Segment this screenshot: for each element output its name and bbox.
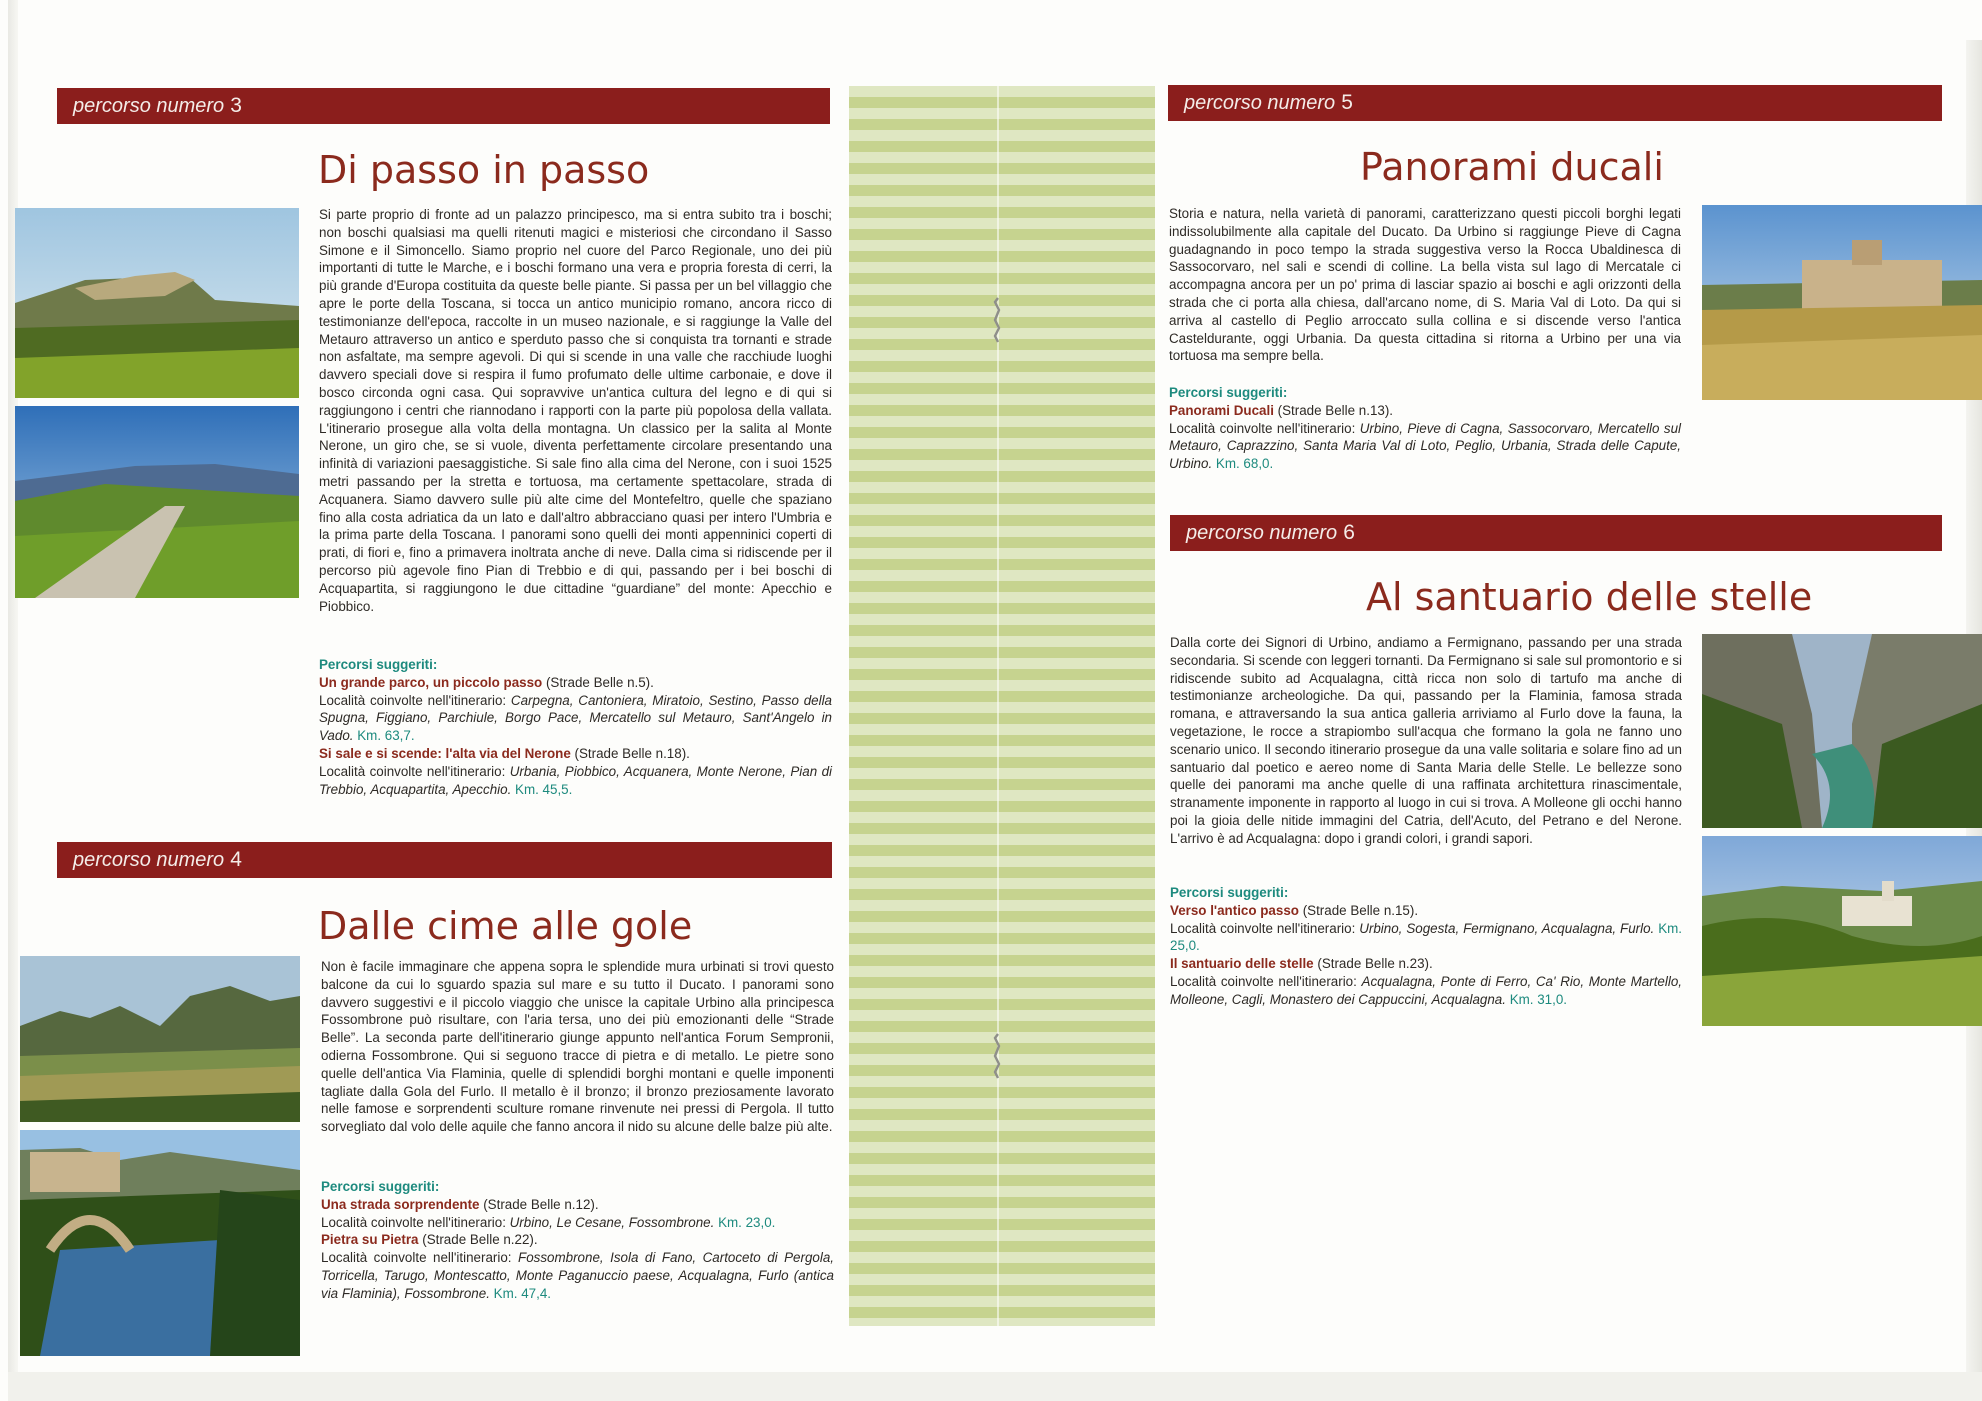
route-km: Km. 68,0. [1215,456,1274,472]
bar-label: percorso numero [73,849,225,871]
rocky-plateau-photo [15,208,299,398]
route-loc-label: Località coinvolte nell'itinerario: [321,1214,510,1230]
route-ref: (Strade Belle n.13). [1273,402,1394,418]
section-body-5: Storia e natura, nella varietà di panorami, caratterizzano questi piccoli borghi legati indissolubilmente alla capitale del Ducato. Da Urbino si raggiunge Pieve di Cagna guadagnando in poco tempo la strada suggestiva verso la Rocca Ubaldinesca di Sassocorvaro, nel sali e scendi di colline. La bella vista sul lago di Mercatale ci accompagna ancora per un po' prima di lasciar spazio ai boschi e agli orizzonti della strada che ci porta alla chiesa, dall'arcano nome, di S. Maria Val di Loto. Da qui si arriva al castello di Peglio arroccato sulla collina e si discende verso l'antica Casteldurante, oggi Urbania. Da questa cittadina si ritorna a Urbino per una via tortuosa ma sempre bella. [1169,206,1681,364]
route-loc-label: Località coinvolte nell'itinerario: [1170,920,1360,936]
suggested-heading: Percorsi suggeriti: [1170,885,1289,900]
route-places: Urbino, Sogesta, Fermignano, Acqualagna, Furlo. [1359,920,1655,936]
route-item [1170,902,1682,920]
route-places-line [321,1214,834,1232]
route-places-line [319,692,832,745]
route-name: Una strada sorprendente [321,1196,480,1212]
route-km: Km. 23,0. [718,1214,776,1230]
route-loc-label: Località coinvolte nell'itinerario: [319,692,511,708]
bar-label: percorso numero [1186,522,1338,544]
route-ref: (Strade Belle n.22). [418,1232,538,1248]
section-title-4: Dalle cime alle gole [318,904,693,948]
bar-label: percorso numero [73,95,225,117]
route-places-line [1170,973,1682,1009]
route-places-line [319,763,832,799]
route-ref: (Strade Belle n.23). [1313,956,1433,972]
bar-number: 6 [1343,521,1355,544]
section-bar-3 [57,88,830,124]
section-title-5: Panorami ducali [1360,145,1664,189]
suggested-heading: Percorsi suggeriti: [1169,385,1288,400]
mountain-valley-photo [20,956,300,1122]
route-km: Km. 45,5. [515,781,573,797]
route-loc-label: Località coinvolte nell'itinerario: [1169,420,1360,436]
route-places-line [321,1249,834,1302]
route-places: Acqualagna, Ponte di Ferro, Ca' Rio, Monte Martello, Molleone, Cagli, Monastero dei Cappuccini, Acqualagna. [1170,973,1682,1007]
route-name: Verso l'antico passo [1170,902,1299,918]
route-ref: (Strade Belle n.12). [479,1196,599,1212]
castle-wheatfield-photo [1702,205,1982,400]
route-km: Km. 47,4. [493,1285,551,1301]
route-places-line [1169,420,1681,473]
suggested-routes-4 [321,1178,834,1303]
section-bar-6 [1170,515,1942,551]
route-name: Un grande parco, un piccolo passo [319,674,543,690]
route-places: Urbania, Piobbico, Acquanera, Monte Nerone, Pian di Trebbio, Acquapartita, Apecchio. [319,763,833,797]
route-item [321,1231,834,1249]
section-body-3: Si parte proprio di fronte ad un palazzo principesco, ma si entra subito tra i boschi; non boschi qualsiasi ma quelli ritenuti magici e misteriosi che circondano il Sasso Simone e il Simoncello. Siamo proprio nel cuore del Parco Regionale, uno dei più importanti di tutte le Marche, e i boschi formano una vera e propria foresta di cerri, la più grande d'Europa costituita da queste belle piante. Si passa per un bel villaggio che apre le porte della Toscana, si tocca un antico municipio romano, ancora ricco di testimonianze dell'epoca, raccolte in un museo nazionale, e si raggiunge la Valle del Metauro attraverso un antico e sperduto passo che si conquista tra tornanti e strade non asfaltate, ma sempre agevoli. Di qui si scende in una valle che racchiude luoghi davvero speciali dove si respira il fumo profumato delle ultime carbonaie, e dove il bosco circonda ogni casa. Qui sopravvive un'antica cultura del legno e di qui si raggiungono i centri che riannodano i rapporti con la parte più popolosa della vallata. L'itinerario prosegue alla volta della montagna. Un classico per la salita al Monte Nerone, un giro che, se si vuole, diventa perfettamente circolare presentando una infinità di variazioni paesaggistiche. Si sale fino alla cima del Nerone, con i suoi 1525 metri passando per la stretta e tortuosa, ma certamente spettacolare, strada di Acquanera. Siamo davvero sulle più alte cime del Montefeltro, quelle che spaziano fino alla costa adriatica da un lato e dall'altro abbracciano quasi per intero l'Umbria e la prima parte della Toscana. I panorami sono quelli dei monti appenninici coperti di prati, di fiori e, fino a primavera inoltrata anche di neve. Dalla cima si ridiscende per il percorso più agevole fino Pian di Trebbio e di qui, passando per i bei boschi di Acquapartita, si raggiungono le due cittadine “guardiane” del monte: Apecchio e Piobbico. [319,207,832,614]
section-bar-4 [57,842,832,878]
country-road-photo [15,406,299,598]
section-title-6: Al santuario delle stelle [1366,575,1813,619]
page-bottom-edge [8,1372,1982,1401]
section-title-3: Di passo in passo [318,148,650,192]
route-item [1169,402,1681,420]
route-item [1170,955,1682,973]
bar-number: 4 [230,848,242,871]
route-item [319,674,832,692]
staple-bottom-icon [992,1032,1002,1080]
bar-label: percorso numero [1184,92,1336,114]
suggested-heading: Percorsi suggeriti: [321,1179,440,1194]
river-bridge-town-photo [20,1130,300,1356]
route-ref: (Strade Belle n.5). [542,674,654,690]
route-item [319,745,832,763]
route-places: Urbino, Le Cesane, Fossombrone. [509,1214,715,1230]
center-fold-stripes [849,86,1155,1326]
hillside-sanctuary-photo [1702,836,1982,1026]
route-ref: (Strade Belle n.15). [1298,902,1419,918]
route-places: Carpegna, Cantoniera, Miratoio, Sestino, Passo della Spugna, Figgiano, Parchiule, Borgo Pace, Mercatello sul Metauro, Sant'Angelo in Vado. [319,692,832,744]
route-item [321,1196,834,1214]
section-body-4: Non è facile immaginare che appena sopra le splendide mura urbinati si trovi questo balcone da cui lo sguardo spazia sul mare e su tutto il Ducato. I panorami sono davvero suggestivi e il piccolo viaggio che unisce la capitale Urbino alla principesca Fossombrone può risultare, con l'aria tersa, uno dei più emozionanti delle “Strade Belle”. La seconda parte dell'itinerario giunge appunto nell'antica Forum Sempronii, odierna Fossombrone. Qui si seguono tracce di pietra e di metallo. Le pietre sono quelle dell'antica Via Flaminia, quelle di splendidi borghi montani e quelle imponenti tagliate dalla Gola del Furlo. Il metallo è il bronzo; il bronzo preziosamente lavorato nelle famose e sorprendenti sculture romane rinvenute nei pressi di Pergola. Il tutto sorvegliato dal volo delle aquile che fanno ancora il nido su alcune delle balze più alte. [321,959,834,1135]
route-places-line [1170,920,1682,956]
section-body-6: Dalla corte dei Signori di Urbino, andiamo a Fermignano, passando per una strada secondaria. Si scende con leggeri tornanti. Da Fermignano si sale sul promontorio e si ridiscende subito ad Acqualagna, città ricca non solo di tartufo ma anche di testimonianze archeologiche. Da qui, passando per la Flaminia, famosa strada romana, e attraversando la sua antica galleria arriviamo al Furlo dove la fauna, la vegetazione, le rocce a strapiombo sull'acqua che formano la gola ne fanno uno scenario unico. Il secondo itinerario prosegue da una valle solitaria e solare fino ad un santuario dal poetico e aereo nome di Santa Maria delle Stelle. Le bellezze sono quelle dei panorami ma anche quelle di una raffinata architettura rinascimentale, stranamente imponente in rapporto al luogo in cui si trova. A Molleone gli occhi hanno poi la gioia delle nitide immagini del Catria, dell'Acuto, del Petrano e del Nerone. L'arrivo è ad Acqualagna: dopo i grandi colori, i grandi sapori. [1170,635,1682,846]
route-name: Si sale e si scende: l'alta via del Nerone [319,745,571,761]
route-name: Panorami Ducali [1169,402,1274,418]
bar-number: 3 [230,94,242,117]
route-name: Il santuario delle stelle [1170,956,1314,972]
route-km: Km. 63,7. [357,728,415,744]
route-places: Urbino, Pieve di Cagna, Sassocorvaro, Mercatello sul Metauro, Caprazzino, Santa Maria Val di Loto, Peglio, Urbania, Strada delle Capute, Urbino. [1169,420,1682,472]
route-loc-label: Località coinvolte nell'itinerario: [321,1250,519,1266]
route-km: Km. 31,0. [1509,991,1568,1007]
staple-top-icon [992,296,1002,344]
route-places: Fossombrone, Isola di Fano, Cartoceto di Pergola, Torricella, Tarugo, Montescatto, Monte Paganuccio paese, Acqualagna, Furlo (antica via Flaminia), Fossombrone. [321,1250,835,1301]
route-name: Pietra su Pietra [321,1232,419,1248]
route-loc-label: Località coinvolte nell'itinerario: [1170,973,1362,989]
gorge-river-photo [1702,634,1982,828]
route-loc-label: Località coinvolte nell'itinerario: [319,763,510,779]
section-bar-5 [1168,85,1942,121]
suggested-routes-6 [1170,884,1682,1009]
suggested-routes-3 [319,656,832,798]
bar-number: 5 [1341,91,1353,114]
suggested-heading: Percorsi suggeriti: [319,657,438,672]
suggested-routes-5 [1169,384,1681,473]
route-km: Km. 25,0. [1170,920,1683,954]
route-ref: (Strade Belle n.18). [570,745,690,761]
center-crease [997,86,999,1326]
